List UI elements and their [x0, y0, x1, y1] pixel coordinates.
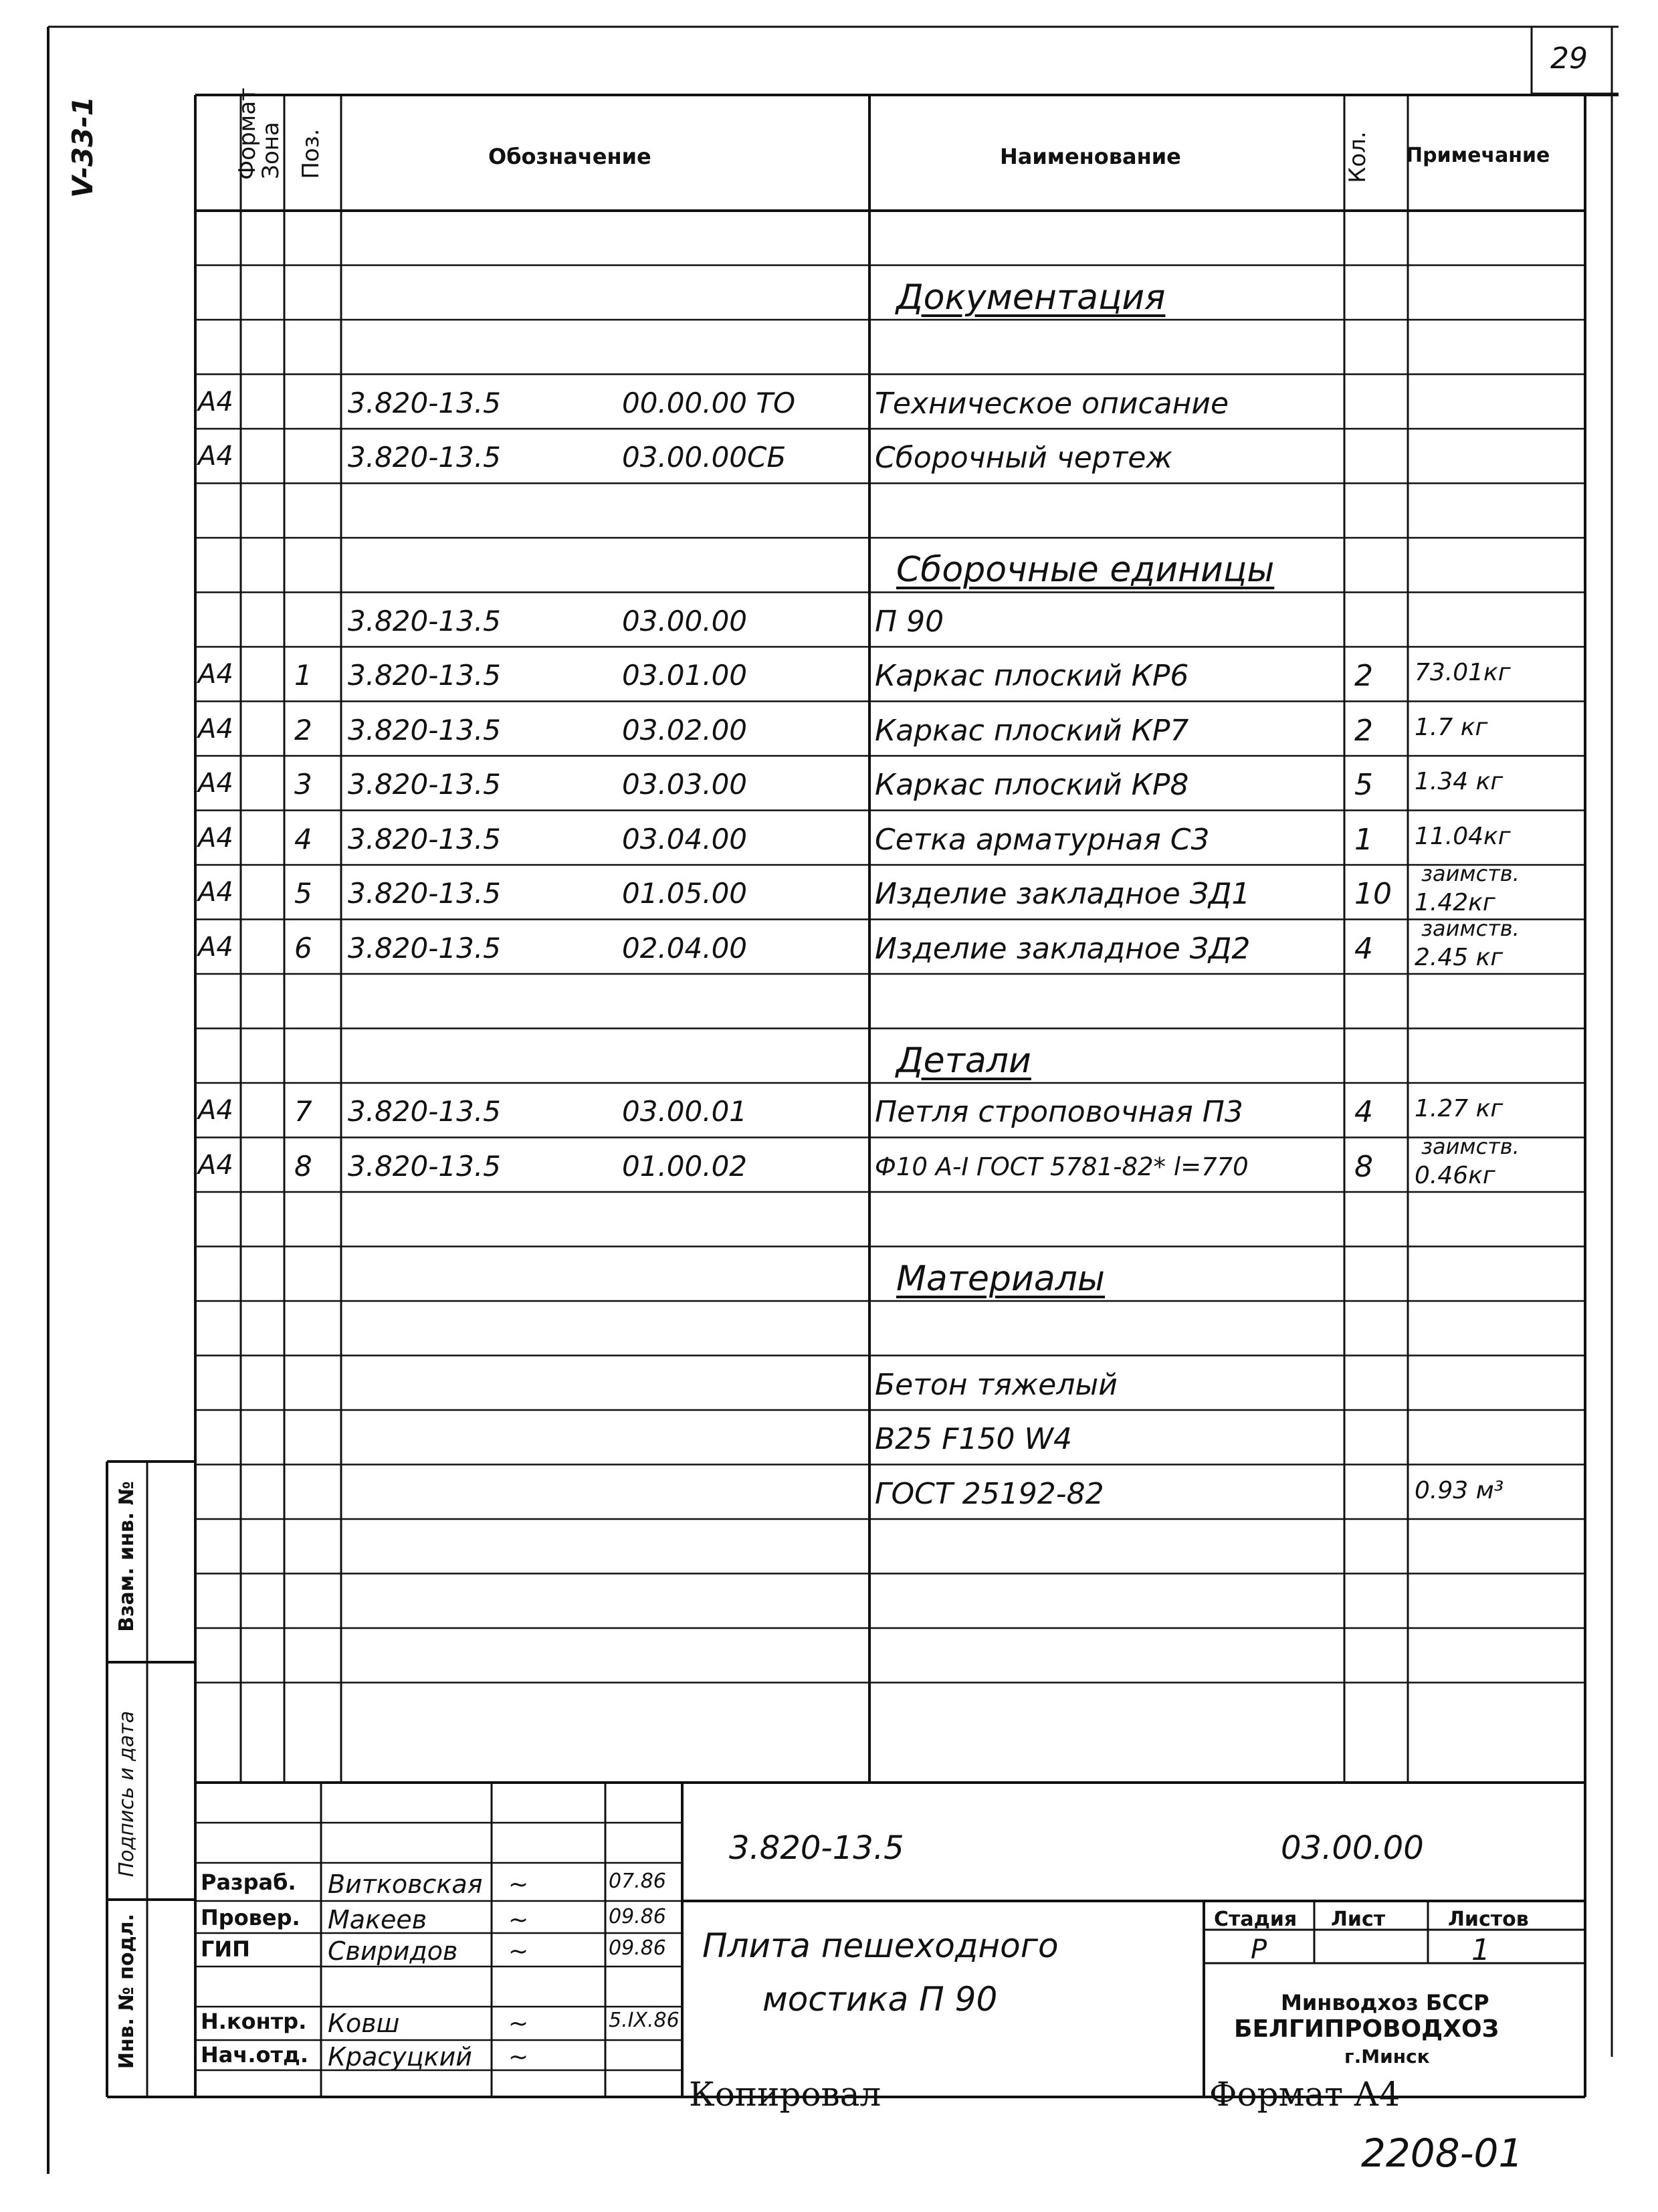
cell-code: 3.820-13.5 [348, 713, 501, 746]
table-row [0, 861, 1658, 920]
cell-note-borrowed: заимств. [1421, 1133, 1520, 1159]
cell-pos: 4 [294, 822, 312, 856]
signature-mark: ~ [508, 2010, 529, 2037]
table-row [0, 1247, 1658, 1302]
page-number: 29 [1550, 41, 1588, 76]
table-row [0, 756, 1658, 811]
cell-pos: 7 [294, 1095, 312, 1128]
cell-format: А4 [198, 713, 233, 744]
role-label: Н.контр. [201, 2009, 307, 2034]
cell-pos: 2 [294, 713, 312, 746]
signature-mark: ~ [508, 1938, 529, 1965]
cell-pos: 1 [294, 659, 312, 692]
cell-name: Детали [896, 1040, 1031, 1081]
cell-note: 0.93 м³ [1415, 1476, 1504, 1504]
table-row [0, 915, 1658, 975]
tb-org2: БЕЛГИПРОВОДХОЗ [1234, 2015, 1499, 2043]
table-row [0, 1192, 1658, 1247]
role-date: 09.86 [609, 1905, 666, 1928]
table-row [0, 593, 1658, 647]
role-date: 09.86 [609, 1936, 666, 1960]
role-label: ГИП [201, 1936, 250, 1962]
table-row [0, 811, 1658, 866]
cell-format: А4 [198, 931, 233, 963]
cell-name: В25 F150 W4 [875, 1422, 1072, 1456]
header-zone: Зона [257, 122, 284, 179]
cell-note: 11.04кг [1415, 822, 1511, 850]
cell-name: Материалы [896, 1258, 1105, 1299]
header-designation: Обозначение [488, 144, 651, 169]
table-row [0, 1410, 1658, 1465]
cell-name: Сборочные единицы [896, 550, 1275, 590]
cell-sub: 03.00.01 [622, 1095, 748, 1128]
tb-title-line1: Плита пешеходного [702, 1926, 1059, 1965]
cell-name: ГОСТ 25192-82 [875, 1476, 1104, 1511]
table-row [0, 1083, 1658, 1138]
cell-code: 3.820-13.5 [348, 877, 501, 910]
role-label: Нач.отд. [201, 2042, 309, 2068]
cell-qty: 4 [1354, 931, 1373, 966]
tb-title-line2: мостика П 90 [762, 1980, 998, 2019]
tb-org1: Минводхоз БССР [1281, 1990, 1489, 2015]
role-name: Красуцкий [328, 2042, 472, 2072]
role-name: Свиридов [328, 1936, 458, 1966]
cell-code: 3.820-13.5 [348, 1149, 501, 1183]
table-row [0, 320, 1658, 375]
tb-doc-sub: 03.00.00 [1281, 1829, 1424, 1867]
cell-format: А4 [198, 659, 233, 690]
cell-format: А4 [198, 1149, 233, 1181]
cell-code: 3.820-13.5 [348, 441, 501, 474]
header-name: Наименование [1000, 144, 1181, 169]
cell-sub: 02.04.00 [622, 931, 748, 965]
cell-format: А4 [198, 877, 233, 908]
cell-qty: 4 [1354, 1095, 1373, 1129]
role-date: 5.IX.86 [609, 2009, 680, 2032]
tb-doc-code: 3.820-13.5 [729, 1829, 904, 1867]
table-row [0, 1301, 1658, 1356]
role-label: Разраб. [201, 1870, 296, 1895]
cell-code: 3.820-13.5 [348, 768, 501, 801]
table-row [0, 1029, 1658, 1084]
table-row [0, 538, 1658, 593]
role-date: 07.86 [609, 1870, 666, 1893]
header-note: Примечание [1406, 144, 1550, 167]
table-row [0, 974, 1658, 1029]
signature-mark: ~ [508, 1871, 529, 1898]
cell-qty: 1 [1354, 822, 1373, 857]
stamp-vzam: Взам. инв. № [115, 1481, 138, 1632]
header-format: Формат [234, 88, 261, 180]
footer-copied: Копировал [689, 2075, 882, 2114]
table-row [0, 266, 1658, 320]
table-row [0, 647, 1658, 702]
cell-name: Сетка арматурная С3 [875, 822, 1210, 857]
cell-name: Бетон тяжелый [875, 1367, 1118, 1402]
cell-sub: 03.00.00СБ [622, 441, 787, 474]
table-row [0, 484, 1658, 538]
cell-pos: 8 [294, 1149, 312, 1183]
cell-qty: 10 [1354, 877, 1392, 911]
table-row [0, 1356, 1658, 1411]
cell-format: А4 [198, 441, 233, 472]
side-code: V-33-1 [66, 96, 99, 198]
cell-name: Каркас плоский КР8 [875, 768, 1189, 802]
cell-name: Документация [896, 277, 1166, 318]
cell-code: 3.820-13.5 [348, 822, 501, 856]
cell-name: Сборочный чертеж [875, 441, 1173, 475]
stamp-podpis: Подпись и дата [115, 1710, 138, 1878]
table-row [0, 1133, 1658, 1193]
cell-name: Каркас плоский КР7 [875, 713, 1189, 748]
table-row [0, 1465, 1658, 1520]
cell-sub: 03.03.00 [622, 768, 748, 801]
cell-qty: 2 [1354, 713, 1373, 748]
cell-qty: 8 [1354, 1149, 1373, 1184]
cell-sub: 03.00.00 [622, 604, 748, 637]
header-qty: Кол. [1344, 131, 1371, 183]
table-row [0, 702, 1658, 757]
role-label: Провер. [201, 1905, 300, 1930]
cell-note: 1.34 кг [1415, 768, 1504, 795]
cell-code: 3.820-13.5 [348, 1095, 501, 1128]
cell-format: А4 [198, 386, 233, 417]
table-row [0, 211, 1658, 266]
tb-sheet-label: Лист [1331, 1908, 1386, 1931]
cell-format: А4 [198, 1095, 233, 1126]
stamp-inv: Инв. № подл. [115, 1913, 138, 2070]
role-name: Ковш [328, 2009, 400, 2038]
cell-note-borrowed: заимств. [1421, 915, 1520, 941]
cell-pos: 5 [294, 877, 312, 910]
tb-stage-label: Стадия [1214, 1908, 1298, 1931]
cell-code: 3.820-13.5 [348, 659, 501, 692]
table-row [0, 1519, 1658, 1574]
cell-sub: 00.00.00 ТО [622, 386, 796, 419]
table-row [0, 375, 1658, 429]
cell-sub: 01.00.02 [622, 1149, 748, 1183]
cell-name: Ф10 А-I ГОСТ 5781-82* l=770 [875, 1152, 1249, 1181]
table-row [0, 1574, 1658, 1629]
cell-code: 3.820-13.5 [348, 386, 501, 419]
cell-note: 2.45 кг [1415, 943, 1504, 971]
cell-name: П 90 [875, 604, 944, 639]
cell-name: Изделие закладное ЗД1 [875, 877, 1251, 911]
cell-format: А4 [198, 768, 233, 799]
cell-note: 1.27 кг [1415, 1095, 1504, 1122]
cell-sub: 03.01.00 [622, 659, 748, 692]
header-pos: Поз. [298, 128, 324, 179]
cell-code: 3.820-13.5 [348, 931, 501, 965]
cell-sub: 01.05.00 [622, 877, 748, 910]
cell-note: 0.46кг [1415, 1161, 1495, 1189]
cell-pos: 3 [294, 768, 312, 801]
cell-name: Каркас плоский КР6 [875, 659, 1189, 693]
cell-note: 73.01кг [1415, 659, 1511, 686]
cell-code: 3.820-13.5 [348, 604, 501, 637]
cell-name: Петля строповочная П3 [875, 1095, 1243, 1129]
cell-sub: 03.04.00 [622, 822, 748, 856]
cell-qty: 5 [1354, 768, 1373, 802]
table-row [0, 429, 1658, 484]
role-name: Витковская [328, 1870, 483, 1899]
tb-org3: г.Минск [1344, 2045, 1430, 2068]
signature-mark: ~ [508, 1906, 529, 1934]
cell-note: 1.42кг [1415, 889, 1495, 916]
cell-qty: 2 [1354, 659, 1373, 693]
footer-format: Формат А4 [1209, 2075, 1401, 2114]
cell-name: Техническое описание [875, 386, 1229, 421]
tb-stage: Р [1251, 1934, 1267, 1965]
table-row [0, 1628, 1658, 1683]
tb-sheets-label: Листов [1448, 1908, 1529, 1931]
signature-mark: ~ [508, 2043, 529, 2071]
role-name: Макеев [328, 1905, 427, 1934]
cell-note-borrowed: заимств. [1421, 861, 1520, 886]
cell-pos: 6 [294, 931, 312, 965]
cell-note: 1.7 кг [1415, 713, 1488, 741]
cell-format: А4 [198, 822, 233, 853]
cell-sub: 03.02.00 [622, 713, 748, 746]
tb-sheets: 1 [1471, 1933, 1490, 1967]
footer-code: 2208-01 [1361, 2130, 1524, 2176]
cell-name: Изделие закладное ЗД2 [875, 931, 1251, 966]
